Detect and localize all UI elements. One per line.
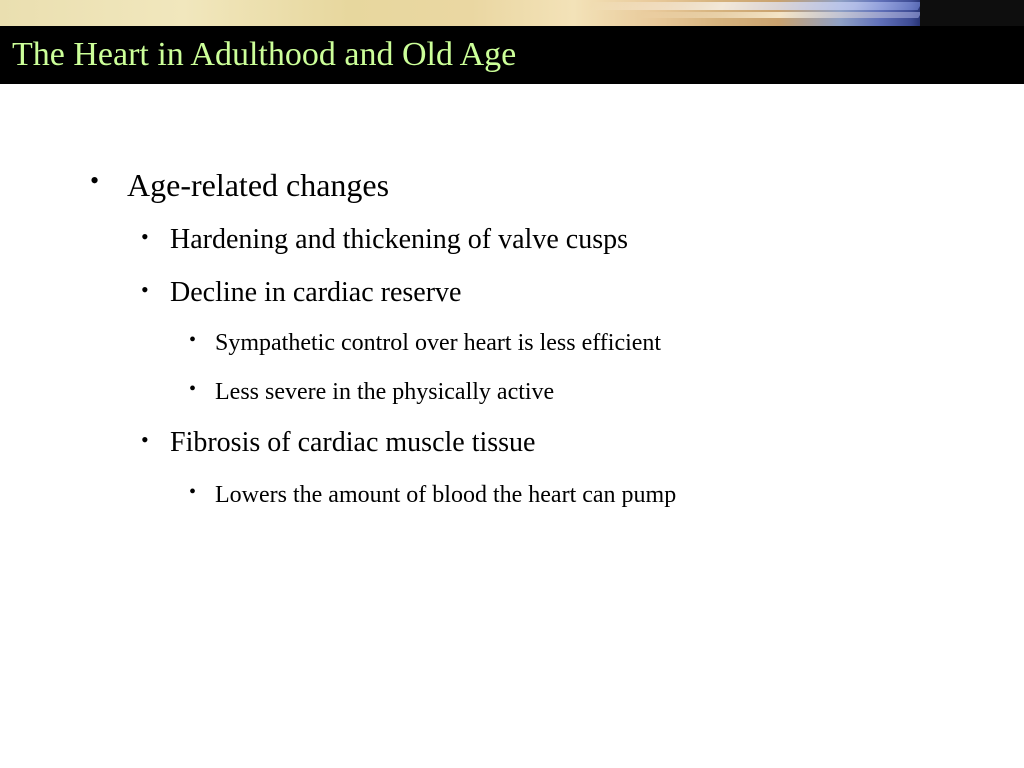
bullet-icon: • [141,427,149,452]
bullet-icon: • [189,481,197,503]
bullet-text: Decline in cardiac reserve [170,277,462,308]
bullet-icon: • [90,166,100,195]
bullet-text: Lowers the amount of blood the heart can pump [215,482,677,508]
slide-title: The Heart in Adulthood and Old Age [12,36,517,73]
bullet-text: Hardening and thickening of valve cusps [170,224,628,255]
bullet-icon: • [189,329,197,351]
bullet-text: Fibrosis of cardiac muscle tissue [170,427,536,458]
bullet-icon: • [141,224,149,249]
bullet-icon: • [189,378,197,400]
bullet-icon: • [141,277,149,302]
bullet-text: Less severe in the physically active [215,379,555,405]
bullet-text: Sympathetic control over heart is less efficient [215,330,662,356]
bullet-text: Age-related changes [127,167,390,203]
